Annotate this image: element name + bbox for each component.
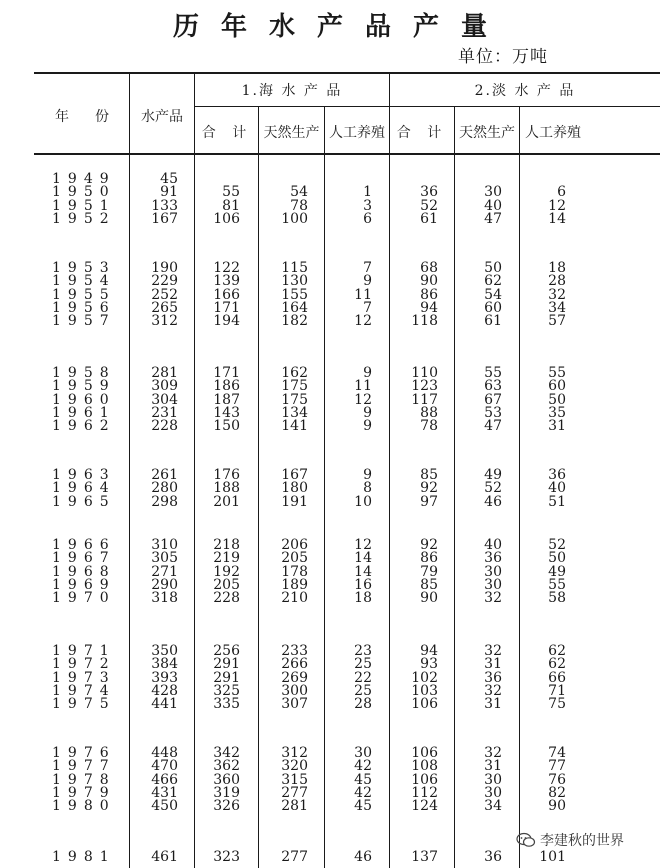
marine-farmed-cell: 10 bbox=[354, 493, 372, 510]
fresh-natural-cell: 30 bbox=[484, 563, 502, 580]
table-row bbox=[0, 850, 660, 864]
total-cell: 167 bbox=[151, 210, 178, 227]
year-cell: 1973 bbox=[52, 669, 116, 686]
marine-natural-cell: 130 bbox=[281, 273, 308, 290]
header-bottom-rule bbox=[34, 153, 660, 155]
fresh-natural-cell: 47 bbox=[484, 418, 502, 435]
fresh-total-cell: 85 bbox=[420, 576, 438, 593]
year-cell: 1967 bbox=[52, 550, 116, 567]
fresh-farmed-cell: 55 bbox=[548, 576, 566, 593]
marine-farmed-cell: 12 bbox=[354, 537, 372, 553]
fresh-farmed-cell: 77 bbox=[548, 758, 566, 775]
marine-total-cell: 187 bbox=[213, 391, 240, 408]
marine-farmed-cell: 30 bbox=[354, 745, 372, 761]
fresh-total-cell: 93 bbox=[420, 656, 438, 673]
table-row bbox=[0, 314, 660, 328]
total-cell: 431 bbox=[151, 784, 178, 801]
fresh-total-cell: 123 bbox=[411, 378, 438, 395]
marine-total-cell: 176 bbox=[213, 467, 240, 483]
year-cell: 1959 bbox=[52, 378, 116, 395]
year-cell: 1962 bbox=[52, 418, 116, 435]
year-cell: 1978 bbox=[52, 771, 116, 788]
fresh-farmed-cell: 75 bbox=[548, 696, 566, 713]
year-cell: 1957 bbox=[52, 313, 116, 330]
marine-total-cell: 291 bbox=[213, 656, 240, 673]
header-freshwater: 2.淡 水 产 品 bbox=[474, 83, 576, 99]
fresh-farmed-cell: 57 bbox=[548, 313, 566, 330]
marine-natural-cell: 205 bbox=[281, 550, 308, 567]
fresh-farmed-cell: 71 bbox=[548, 682, 566, 699]
fresh-farmed-cell: 18 bbox=[548, 260, 566, 276]
marine-farmed-cell: 42 bbox=[354, 758, 372, 775]
total-cell: 350 bbox=[151, 643, 178, 659]
marine-natural-cell: 178 bbox=[281, 563, 308, 580]
year-cell: 1953 bbox=[52, 260, 116, 276]
fresh-total-cell: 86 bbox=[420, 550, 438, 567]
table-row bbox=[0, 212, 660, 226]
fresh-farmed-cell: 14 bbox=[548, 210, 566, 227]
total-cell: 310 bbox=[151, 537, 178, 553]
fresh-farmed-cell: 12 bbox=[548, 197, 566, 214]
marine-natural-cell: 269 bbox=[281, 669, 308, 686]
marine-farmed-cell: 22 bbox=[354, 669, 372, 686]
marine-natural-cell: 307 bbox=[281, 696, 308, 713]
header-year: 年 份 bbox=[55, 109, 115, 125]
marine-natural-cell: 164 bbox=[281, 299, 308, 316]
table-row bbox=[0, 591, 660, 605]
marine-natural-cell: 210 bbox=[281, 590, 308, 607]
marine-total-cell: 342 bbox=[213, 745, 240, 761]
marine-total-cell: 291 bbox=[213, 669, 240, 686]
year-cell: 1954 bbox=[52, 273, 116, 290]
total-cell: 271 bbox=[151, 563, 178, 580]
fresh-farmed-cell: 6 bbox=[557, 184, 566, 201]
total-cell: 231 bbox=[151, 404, 178, 421]
marine-natural-cell: 167 bbox=[281, 467, 308, 483]
marine-total-cell: 219 bbox=[213, 550, 240, 567]
year-cell: 1976 bbox=[52, 745, 116, 761]
fresh-natural-cell: 63 bbox=[484, 378, 502, 395]
total-cell: 228 bbox=[151, 418, 178, 435]
marine-natural-cell: 78 bbox=[290, 197, 308, 214]
fresh-natural-cell: 47 bbox=[484, 210, 502, 227]
fresh-natural-cell: 31 bbox=[484, 656, 502, 673]
year-cell: 1974 bbox=[52, 682, 116, 699]
fresh-natural-cell: 52 bbox=[484, 480, 502, 497]
total-cell: 428 bbox=[151, 682, 178, 699]
marine-total-cell: 335 bbox=[213, 696, 240, 713]
fresh-total-cell: 36 bbox=[420, 184, 438, 201]
fresh-farmed-cell: 58 bbox=[548, 590, 566, 607]
total-cell: 280 bbox=[151, 480, 178, 497]
marine-natural-cell: 141 bbox=[281, 418, 308, 435]
total-cell: 312 bbox=[151, 313, 178, 330]
fresh-farmed-cell: 35 bbox=[548, 404, 566, 421]
fresh-natural-cell: 55 bbox=[484, 365, 502, 381]
fresh-natural-cell: 32 bbox=[484, 590, 502, 607]
fresh-total-cell: 108 bbox=[411, 758, 438, 775]
fresh-natural-cell: 46 bbox=[484, 493, 502, 510]
fresh-farmed-cell: 50 bbox=[548, 391, 566, 408]
fresh-total-cell: 86 bbox=[420, 286, 438, 303]
total-cell: 290 bbox=[151, 576, 178, 593]
total-cell: 261 bbox=[151, 467, 178, 483]
marine-natural-cell: 175 bbox=[281, 391, 308, 408]
marine-total-cell: 326 bbox=[213, 798, 240, 815]
fresh-total-cell: 117 bbox=[411, 391, 438, 408]
marine-natural-cell: 180 bbox=[281, 480, 308, 497]
year-cell: 1960 bbox=[52, 391, 116, 408]
fresh-natural-cell: 30 bbox=[484, 771, 502, 788]
marine-farmed-cell: 9 bbox=[363, 467, 372, 483]
marine-total-cell: 55 bbox=[222, 184, 240, 201]
marine-total-cell: 186 bbox=[213, 378, 240, 395]
watermark-text: 李建秋的世界 bbox=[540, 833, 624, 849]
marine-farmed-cell: 11 bbox=[354, 286, 372, 303]
header-fresh-farmed: 人工养殖 bbox=[525, 125, 581, 141]
fresh-natural-cell: 30 bbox=[484, 184, 502, 201]
total-cell: 441 bbox=[151, 696, 178, 713]
fresh-farmed-cell: 74 bbox=[548, 745, 566, 761]
marine-farmed-cell: 9 bbox=[363, 404, 372, 421]
marine-farmed-cell: 8 bbox=[363, 480, 372, 497]
year-cell: 1950 bbox=[52, 184, 116, 201]
total-cell: 252 bbox=[151, 286, 178, 303]
marine-total-cell: 228 bbox=[213, 590, 240, 607]
fresh-farmed-cell: 49 bbox=[548, 563, 566, 580]
fresh-total-cell: 90 bbox=[420, 273, 438, 290]
fresh-total-cell: 92 bbox=[420, 480, 438, 497]
marine-farmed-cell: 25 bbox=[354, 682, 372, 699]
fresh-natural-cell: 61 bbox=[484, 313, 502, 330]
fresh-total-cell: 97 bbox=[420, 493, 438, 510]
fresh-total-cell: 94 bbox=[420, 299, 438, 316]
marine-natural-cell: 191 bbox=[281, 493, 308, 510]
total-cell: 466 bbox=[151, 771, 178, 788]
fresh-total-cell: 52 bbox=[420, 197, 438, 214]
marine-farmed-cell: 9 bbox=[363, 273, 372, 290]
marine-farmed-cell: 18 bbox=[354, 590, 372, 607]
marine-natural-cell: 134 bbox=[281, 404, 308, 421]
fresh-natural-cell: 36 bbox=[484, 849, 502, 865]
year-cell: 1951 bbox=[52, 197, 116, 214]
marine-total-cell: 205 bbox=[213, 576, 240, 593]
fresh-total-cell: 118 bbox=[411, 313, 438, 330]
fresh-farmed-cell: 51 bbox=[548, 493, 566, 510]
marine-total-cell: 192 bbox=[213, 563, 240, 580]
total-cell: 448 bbox=[151, 745, 178, 761]
total-cell: 45 bbox=[160, 171, 178, 187]
fresh-farmed-cell: 32 bbox=[548, 286, 566, 303]
total-cell: 309 bbox=[151, 378, 178, 395]
fresh-natural-cell: 53 bbox=[484, 404, 502, 421]
marine-natural-cell: 277 bbox=[281, 784, 308, 801]
total-cell: 470 bbox=[151, 758, 178, 775]
fresh-farmed-cell: 31 bbox=[548, 418, 566, 435]
year-cell: 1963 bbox=[52, 467, 116, 483]
marine-farmed-cell: 11 bbox=[354, 378, 372, 395]
year-cell: 1964 bbox=[52, 480, 116, 497]
fresh-natural-cell: 31 bbox=[484, 696, 502, 713]
fresh-farmed-cell: 101 bbox=[539, 849, 566, 865]
fresh-farmed-cell: 36 bbox=[548, 467, 566, 483]
header-marine-farmed: 人工养殖 bbox=[329, 125, 385, 141]
total-cell: 304 bbox=[151, 391, 178, 408]
fresh-total-cell: 102 bbox=[411, 669, 438, 686]
marine-natural-cell: 115 bbox=[281, 260, 308, 276]
marine-farmed-cell: 14 bbox=[354, 550, 372, 567]
marine-farmed-cell: 3 bbox=[363, 197, 372, 214]
year-cell: 1979 bbox=[52, 784, 116, 801]
marine-natural-cell: 315 bbox=[281, 771, 308, 788]
marine-natural-cell: 320 bbox=[281, 758, 308, 775]
fresh-natural-cell: 50 bbox=[484, 260, 502, 276]
marine-total-cell: 325 bbox=[213, 682, 240, 699]
total-cell: 133 bbox=[151, 197, 178, 214]
year-cell: 1970 bbox=[52, 590, 116, 607]
marine-farmed-cell: 25 bbox=[354, 656, 372, 673]
fresh-farmed-cell: 34 bbox=[548, 299, 566, 316]
marine-natural-cell: 54 bbox=[290, 184, 308, 201]
year-cell: 1977 bbox=[52, 758, 116, 775]
year-cell: 1966 bbox=[52, 537, 116, 553]
header-marine: 1.海 水 产 品 bbox=[241, 83, 343, 99]
fresh-total-cell: 92 bbox=[420, 537, 438, 553]
fresh-farmed-cell: 28 bbox=[548, 273, 566, 290]
year-cell: 1968 bbox=[52, 563, 116, 580]
year-cell: 1969 bbox=[52, 576, 116, 593]
marine-total-cell: 166 bbox=[213, 286, 240, 303]
marine-natural-cell: 300 bbox=[281, 682, 308, 699]
marine-farmed-cell: 14 bbox=[354, 563, 372, 580]
marine-farmed-cell: 46 bbox=[354, 849, 372, 865]
year-cell: 1981 bbox=[52, 849, 116, 865]
marine-natural-cell: 266 bbox=[281, 656, 308, 673]
marine-farmed-cell: 23 bbox=[354, 643, 372, 659]
marine-total-cell: 218 bbox=[213, 537, 240, 553]
total-cell: 229 bbox=[151, 273, 178, 290]
fresh-total-cell: 106 bbox=[411, 771, 438, 788]
fresh-total-cell: 85 bbox=[420, 467, 438, 483]
fresh-farmed-cell: 50 bbox=[548, 550, 566, 567]
year-cell: 1972 bbox=[52, 656, 116, 673]
table-row bbox=[0, 697, 660, 711]
marine-total-cell: 81 bbox=[222, 197, 240, 214]
marine-total-cell: 106 bbox=[213, 210, 240, 227]
fresh-total-cell: 112 bbox=[411, 784, 438, 801]
total-cell: 281 bbox=[151, 365, 178, 381]
year-cell: 1965 bbox=[52, 493, 116, 510]
unit-label: 单位：万吨 bbox=[458, 47, 548, 67]
total-cell: 318 bbox=[151, 590, 178, 607]
header-fresh-natural: 天然生产 bbox=[459, 125, 515, 141]
marine-natural-cell: 162 bbox=[281, 365, 308, 381]
marine-total-cell: 122 bbox=[213, 260, 240, 276]
year-cell: 1961 bbox=[52, 404, 116, 421]
marine-total-cell: 319 bbox=[213, 784, 240, 801]
total-cell: 461 bbox=[151, 849, 178, 865]
marine-farmed-cell: 16 bbox=[354, 576, 372, 593]
page-title: 历年水产品产量 bbox=[172, 12, 509, 42]
fresh-natural-cell: 60 bbox=[484, 299, 502, 316]
fresh-total-cell: 88 bbox=[420, 404, 438, 421]
fresh-total-cell: 68 bbox=[420, 260, 438, 276]
fresh-natural-cell: 40 bbox=[484, 197, 502, 214]
marine-natural-cell: 206 bbox=[281, 537, 308, 553]
year-cell: 1958 bbox=[52, 365, 116, 381]
marine-total-cell: 171 bbox=[213, 299, 240, 316]
fresh-farmed-cell: 62 bbox=[548, 656, 566, 673]
marine-total-cell: 256 bbox=[213, 643, 240, 659]
fresh-total-cell: 94 bbox=[420, 643, 438, 659]
marine-natural-cell: 277 bbox=[281, 849, 308, 865]
marine-farmed-cell: 7 bbox=[363, 260, 372, 276]
table-top-rule bbox=[34, 72, 660, 74]
fresh-total-cell: 137 bbox=[411, 849, 438, 865]
fresh-farmed-cell: 55 bbox=[548, 365, 566, 381]
marine-natural-cell: 100 bbox=[281, 210, 308, 227]
marine-natural-cell: 233 bbox=[281, 643, 308, 659]
fresh-farmed-cell: 76 bbox=[548, 771, 566, 788]
table-row bbox=[0, 495, 660, 509]
fresh-farmed-cell: 52 bbox=[548, 537, 566, 553]
marine-farmed-cell: 9 bbox=[363, 418, 372, 435]
year-cell: 1980 bbox=[52, 798, 116, 815]
marine-total-cell: 360 bbox=[213, 771, 240, 788]
fresh-farmed-cell: 40 bbox=[548, 480, 566, 497]
table-row bbox=[0, 419, 660, 433]
fresh-total-cell: 110 bbox=[411, 365, 438, 381]
marine-total-cell: 171 bbox=[213, 365, 240, 381]
year-cell: 1971 bbox=[52, 643, 116, 659]
watermark bbox=[516, 830, 624, 850]
fresh-natural-cell: 40 bbox=[484, 537, 502, 553]
wechat-icon bbox=[516, 832, 536, 848]
marine-farmed-cell: 6 bbox=[363, 210, 372, 227]
fresh-total-cell: 106 bbox=[411, 696, 438, 713]
fresh-natural-cell: 32 bbox=[484, 745, 502, 761]
year-cell: 1955 bbox=[52, 286, 116, 303]
marine-farmed-cell: 45 bbox=[354, 798, 372, 815]
header-marine-total: 合 计 bbox=[201, 125, 253, 141]
year-cell: 1956 bbox=[52, 299, 116, 316]
total-cell: 305 bbox=[151, 550, 178, 567]
fresh-total-cell: 61 bbox=[420, 210, 438, 227]
fresh-natural-cell: 32 bbox=[484, 682, 502, 699]
marine-total-cell: 143 bbox=[213, 404, 240, 421]
fresh-total-cell: 79 bbox=[420, 563, 438, 580]
total-cell: 190 bbox=[151, 260, 178, 276]
total-cell: 384 bbox=[151, 656, 178, 673]
marine-farmed-cell: 7 bbox=[363, 299, 372, 316]
fresh-total-cell: 78 bbox=[420, 418, 438, 435]
fresh-natural-cell: 49 bbox=[484, 467, 502, 483]
marine-total-cell: 194 bbox=[213, 313, 240, 330]
marine-farmed-cell: 9 bbox=[363, 365, 372, 381]
marine-total-cell: 362 bbox=[213, 758, 240, 775]
table-row bbox=[0, 799, 660, 813]
marine-natural-cell: 182 bbox=[281, 313, 308, 330]
marine-natural-cell: 189 bbox=[281, 576, 308, 593]
fresh-natural-cell: 31 bbox=[484, 758, 502, 775]
fresh-total-cell: 103 bbox=[411, 682, 438, 699]
marine-farmed-cell: 42 bbox=[354, 784, 372, 801]
marine-farmed-cell: 12 bbox=[354, 313, 372, 330]
marine-farmed-cell: 12 bbox=[354, 391, 372, 408]
header-total: 水产品 bbox=[141, 109, 183, 125]
total-cell: 298 bbox=[151, 493, 178, 510]
fresh-natural-cell: 30 bbox=[484, 784, 502, 801]
total-cell: 393 bbox=[151, 669, 178, 686]
fresh-farmed-cell: 66 bbox=[548, 669, 566, 686]
marine-total-cell: 188 bbox=[213, 480, 240, 497]
fresh-total-cell: 106 bbox=[411, 745, 438, 761]
header-fresh-total: 合 计 bbox=[396, 125, 448, 141]
total-cell: 91 bbox=[160, 184, 178, 201]
fresh-total-cell: 124 bbox=[411, 798, 438, 815]
fresh-natural-cell: 30 bbox=[484, 576, 502, 593]
year-cell: 1949 bbox=[52, 171, 116, 187]
fresh-natural-cell: 54 bbox=[484, 286, 502, 303]
fresh-farmed-cell: 60 bbox=[548, 378, 566, 395]
marine-farmed-cell: 28 bbox=[354, 696, 372, 713]
marine-total-cell: 139 bbox=[213, 273, 240, 290]
marine-farmed-cell: 1 bbox=[363, 184, 372, 201]
total-cell: 265 bbox=[151, 299, 178, 316]
marine-natural-cell: 312 bbox=[281, 745, 308, 761]
year-cell: 1952 bbox=[52, 210, 116, 227]
fresh-natural-cell: 36 bbox=[484, 550, 502, 567]
fresh-farmed-cell: 82 bbox=[548, 784, 566, 801]
header-marine-natural: 天然生产 bbox=[263, 125, 320, 141]
fresh-total-cell: 90 bbox=[420, 590, 438, 607]
year-cell: 1975 bbox=[52, 696, 116, 713]
marine-natural-cell: 281 bbox=[281, 798, 308, 815]
fresh-natural-cell: 32 bbox=[484, 643, 502, 659]
fresh-natural-cell: 67 bbox=[484, 391, 502, 408]
fresh-farmed-cell: 62 bbox=[548, 643, 566, 659]
marine-total-cell: 323 bbox=[213, 849, 240, 865]
total-cell: 450 bbox=[151, 798, 178, 815]
marine-natural-cell: 175 bbox=[281, 378, 308, 395]
fresh-farmed-cell: 90 bbox=[548, 798, 566, 815]
marine-total-cell: 201 bbox=[213, 493, 240, 510]
fresh-natural-cell: 34 bbox=[484, 798, 502, 815]
fresh-natural-cell: 62 bbox=[484, 273, 502, 290]
marine-natural-cell: 155 bbox=[281, 286, 308, 303]
marine-farmed-cell: 45 bbox=[354, 771, 372, 788]
fresh-natural-cell: 36 bbox=[484, 669, 502, 686]
marine-total-cell: 150 bbox=[213, 418, 240, 435]
header-sub-rule bbox=[194, 106, 660, 107]
